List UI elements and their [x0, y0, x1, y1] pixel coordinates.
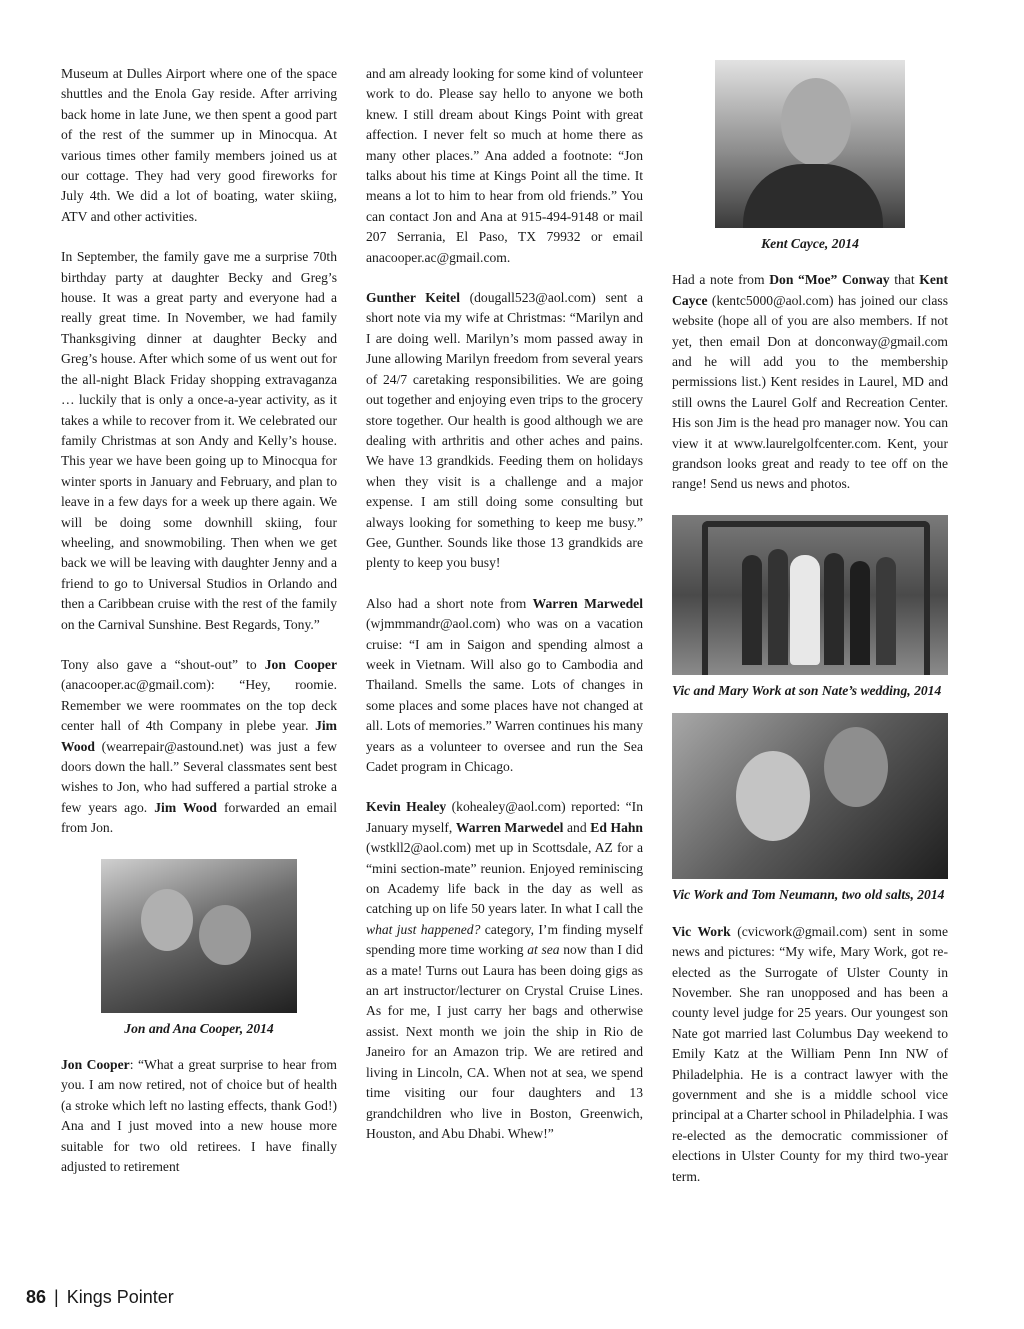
photo-figure [876, 557, 896, 665]
page-number: 86 [26, 1287, 47, 1307]
name-jim-wood-2: Jim Wood [154, 799, 217, 815]
footer-separator: | [54, 1287, 59, 1307]
column-1 [61, 64, 337, 1197]
paragraph-gunther-keitel: Gunther Keitel (dougall523@aol.com) sent a short note via my wife at Christmas: “Marilyn and I are doing well. Marilyn’s mom passed away in June allowing Marilyn freedom from several years of 24/7 caretaking responsibilities. We are going out together and enjoying even trips to the grocery store together. Our health is good although we are dealing with arthritis and other aches and pains. We have 13 grandkids. Feeding them on holidays when they visit is a challenge and a major expense. I am still doing some consulting but always looking for something to keep me busy.” Gee, Gunther. Sounds like those 13 grandkids are plenty to keep you busy! [366, 290, 643, 571]
name-warren-marwedel: Warren Marwedel [532, 595, 643, 611]
paragraph-vic-work: Vic Work (cvicwork@gmail.com) sent in some news and pictures: “My wife, Mary Work, got re-elected as the Surrogate of Ulster County in November. She ran unopposed and has been a county level judge for 25 years. Our youngest son Nate got married last Columbus Day weekend to Emily Katz at the William Penn Inn NW of Philadelphia. He is a contract lawyer with the government and she is a middle school vice principal at a Charter school in Philadelphia. I was re-elected as the democratic commissioner of elections in Ulster County for my third two-year term. [672, 923, 948, 1184]
caption-vic-tom: Vic Work and Tom Neumann, two old salts, 2014 [672, 887, 945, 903]
photo-face [824, 727, 888, 807]
paragraph-jon-cooper: Jon Cooper: “What a great surprise to hear from you. I am now retired, not of choice but of health (a stroke which left no lasting effects, thank God!) Ana and I just moved into a new house more suitable for two old retirees. I have finally adjusted to retirement [61, 1057, 337, 1175]
paragraph-shout-out: Tony also gave a “shout-out” to Jon Cooper (anacooper.ac@gmail.com): “Hey, roomie. Remember we were roommates on the top deck center hall of 4th Company in plebe year. Jim Wood (wearrepair@astound.net) was just a few doors down the hall.” Several classmates sent best wishes to Jon, who had suffered a partial stroke a few years ago. Jim Wood forwarded an email from Jon. [61, 656, 337, 836]
paragraph-birthday-party: In September, the family gave me a surprise 70th birthday party at daughter Becky and Greg’s house. It was a great party and everyone had a really great time. In November, we had family Thanksgiving dinner at daughter Becky and Greg’s house. After which some of us went out for the all-night Black Friday shopping extravaganza … luckily that is only a once-a-year activity, as it takes a while to recover from it. We celebrated our family Christmas at son Andy and Kelly’s house. This year we have been going up to Minocqua for winter sports in January and February, and plan to leave in a few days for a week up there again. We will be doing some downhill skiing, four wheeling, and snowmobiling. Then when we get back we will be leaving with daughter Jenny and a friend to go to Universal Studios in Orlando and then a Caribbean cruise with the rest of the family on the Carnival Sunshine. Best Regards, Tony.” [61, 249, 337, 632]
photo-face [736, 751, 810, 841]
name-warren-marwedel-2: Warren Marwedel [455, 819, 564, 835]
photo-figure [742, 555, 762, 665]
column-3 [672, 60, 948, 1207]
caption-wedding: Vic and Mary Work at son Nate’s wedding, 2014 [672, 682, 942, 698]
paragraph-tony-summer: Museum at Dulles Airport where one of the space shuttles and the Enola Gay reside. After arriving back home in late June, we then spent a good part of the rest of the summer up in Minocqua. At various times other family members joined us at our cottage. They had very good fireworks for July 4th. We did a lot of boating, water skiing, ATV and other activities. [61, 66, 337, 224]
photo-shoulders [743, 164, 883, 228]
name-ed-hahn: Ed Hahn [590, 819, 643, 835]
photo-figure [850, 561, 870, 665]
paragraph-kevin-healey: Kevin Healey (kohealey@aol.com) reported: “In January myself, Warren Marwedel and Ed Hahn (wstkll2@aol.com) met up in Scottsdale, AZ for a “mini section-mate” reunion. Enjoyed reminiscing on Academy life back in the day as well as catching up on life 50 years later. In what I call the what just happened? category, I’m finding myself spending more time working at sea now than I did as a mate! Turns out Laura has been doing gigs as an art instructor/lecturer on Crystal Cruise Lines. As for me, I just carry her bags and otherwise assist. Next month we join the ship in Rio de Janeiro for an Amazon trip. We are retired and living in Lincoln, CA. When not at sea, we spend time visiting our four daughters and 13 grandchildren who live in Boston, Greenwich, Houston, and Abu Dhabi. Whew!” [366, 799, 643, 1141]
caption-jon-ana-cooper: Jon and Ana Cooper, 2014 [124, 1020, 274, 1036]
photo-face [141, 889, 193, 951]
photo-face [781, 78, 851, 166]
publication-name: Kings Pointer [66, 1287, 174, 1307]
photo-kent-cayce [715, 60, 905, 228]
photo-jon-ana-cooper [101, 859, 297, 1013]
photo-figure [824, 553, 844, 665]
photo-vic-tom [672, 713, 948, 879]
column-2 [366, 64, 643, 1164]
name-jon-cooper-2: Jon Cooper [61, 1057, 130, 1073]
photo-figure [768, 549, 788, 665]
name-vic-work: Vic Work [672, 923, 731, 939]
caption-kent-cayce: Kent Cayce, 2014 [761, 236, 859, 251]
paragraph-don-conway: Had a note from Don “Moe” Conway that Kent Cayce (kentc5000@aol.com) has joined our class website (hope all of you are also members. If not yet, then email Don at donconway@gmail.com and he will add you to the membership permissions list.) Kent resides in Laurel, MD and still owns the Laurel Golf and Recreation Center. His son Jim is the head pro manager now. You can view it at www.laurelgolfcenter.com. Kent, your grandson looks great and ready to tee off on the range! Send us news and photos. [672, 272, 948, 492]
name-kevin-healey: Kevin Healey [366, 799, 447, 815]
photo-wedding [672, 515, 948, 675]
name-gunther-keitel: Gunther Keitel [366, 290, 460, 306]
photo-face [199, 905, 251, 965]
page-footer [26, 1287, 174, 1308]
name-jim-wood: Jim Wood [61, 718, 337, 754]
photo-figure-bride [790, 555, 820, 665]
name-don-conway: Don “Moe” Conway [769, 272, 890, 288]
paragraph-volunteer: and am already looking for some kind of volunteer work to do. Please say hello to anyone we both knew. I still dream about Kings Point with great affection. I never felt so much at home there as many other places.” Ana added a footnote: “Jon talks about his time at Kings Point all the time. It means a lot to him to hear from old friends.” You can contact Jon and Ana at 915-494-9148 or mail 207 Serrania, El Paso, TX 79932 or email anacooper.ac@gmail.com. [366, 66, 643, 265]
name-jon-cooper: Jon Cooper [264, 656, 337, 672]
paragraph-warren-marwedel: Also had a short note from Warren Marwedel (wjmmmandr@aol.com) who was on a vacation cruise: “I am in Saigon and spending almost a week in Vietnam. Will also go to Cambodia and Thailand. Smells the same. Lots of changes in some places and some places have not changed at all. Lots of memories.” Warren continues his many years as a volunteer to oversee and run the Sea Cadet program in Chicago. [366, 595, 643, 774]
name-kent-cayce: Kent Cayce [672, 272, 948, 308]
